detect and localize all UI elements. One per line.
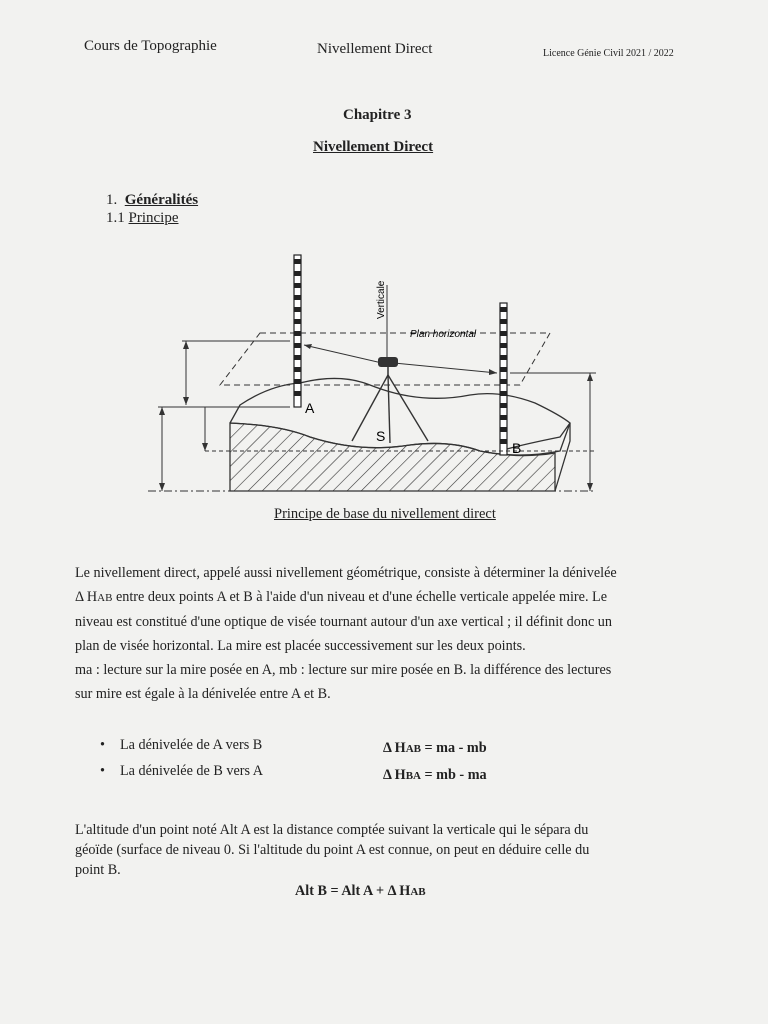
header-course-title: Cours de Topographie <box>84 38 217 54</box>
bullet-item-ba: • La dénivelée de B vers A <box>100 763 264 779</box>
chapter-subtitle: Nivellement Direct <box>313 139 434 155</box>
paragraph-line: L'altitude d'un point noté Alt A est la distance comptée suivant la verticale qui le sépara du <box>75 822 589 838</box>
paragraph-line: Le nivellement direct, appelé aussi nivellement géométrique, consiste à déterminer la dénivelée <box>75 565 617 581</box>
label-verticale: Verticale <box>376 280 387 319</box>
header-program: Licence Génie Civil 2021 / 2022 <box>543 48 674 59</box>
paragraph-line: plan de visée horizontal. La mire est placée successivement sur les deux points. <box>75 638 526 654</box>
sight-line-b <box>394 363 497 373</box>
paragraph-principle <box>75 561 670 706</box>
subsection-title: Principe <box>128 210 179 226</box>
paragraph-line: sur mire est égale à la dénivelée entre A et B. <box>75 686 331 702</box>
leveling-diagram <box>140 245 660 507</box>
bullet-item-ab: • La dénivelée de A vers B <box>100 737 263 753</box>
label-point-b: B <box>512 440 522 456</box>
section-title: Généralités <box>124 192 199 208</box>
chapter-title: Chapitre 3 <box>343 107 412 123</box>
label-plan-horizontal: Plan horizontal <box>410 329 477 340</box>
paragraph-line: point B. <box>75 862 121 878</box>
bullet-label: La dénivelée de A vers B <box>120 737 263 753</box>
label-point-a: A <box>305 400 315 416</box>
formula-ab: Δ HAB = ma - mb <box>383 740 487 756</box>
figure-caption: Principe de base du nivellement direct <box>274 506 496 522</box>
subsection-heading <box>106 210 179 227</box>
header-topic: Nivellement Direct <box>317 41 433 57</box>
formula-ba: Δ HBA = mb - ma <box>383 767 487 783</box>
paragraph-line: géoïde (surface de niveau 0. Si l'altitude du point A est connue, on peut en déduire celle du <box>75 842 590 858</box>
label-station-s: S <box>376 428 386 444</box>
level-instrument <box>378 357 398 367</box>
paragraph-line: ma : lecture sur la mire posée en A, mb : lecture sur mire posée en B. la différence des lectures <box>75 662 612 678</box>
section-heading <box>106 192 198 209</box>
subsection-number: 1.1 <box>106 210 125 226</box>
sight-line-a <box>304 345 382 363</box>
paragraph-line: niveau est constitué d'une optique de visée tournant autour d'un axe vertical ; il définit donc un <box>75 614 612 630</box>
bullet-label: La dénivelée de B vers A <box>120 763 264 779</box>
section-number: 1. <box>106 192 118 208</box>
paragraph-line: Δ HAB entre deux points A et B à l'aide d'un niveau et d'une échelle verticale appelée mire. Le <box>75 589 607 605</box>
altitude-equation: Alt B = Alt A + Δ HAB <box>295 883 426 899</box>
paragraph-altitude <box>75 820 670 880</box>
